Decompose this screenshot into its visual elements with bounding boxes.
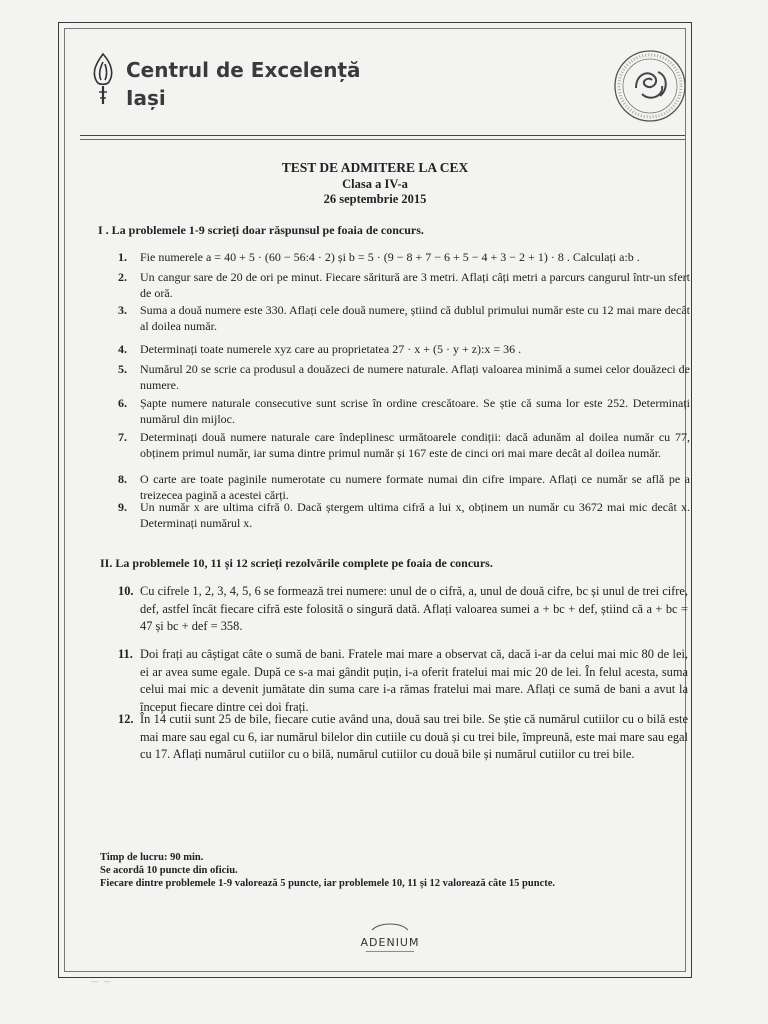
test-date: 26 septembrie 2015 (323, 192, 427, 206)
footer-scoring: Fiecare dintre problemele 1-9 valorează 5 puncte, iar problemele 10, 11 și 12 valorează câte 15 puncte. (100, 878, 556, 889)
adenium-tagline: ━━━━━━━━━━━━━━━━ (365, 950, 415, 955)
problem-text: Doi frați au câștigat câte o sumă de bani. Fratele mai mare a observat că, dacă i-ar da celui mai mic 80 de lei, ei ar avea sume egale. După ce s-a mai gândit puțin, i-a oferit fratelui mai mic 20 de lei. În felul acesta, suma celui mai mic a devenit jumătate din suma care i-a rămas fratelui mai mare. Aflați ce sumă de bani a avut la început fiecare dintre cei doi frați. (140, 647, 688, 714)
problem-number: 5. (118, 362, 127, 376)
problem-number: 1. (118, 250, 127, 264)
problem-number: 6. (118, 396, 127, 410)
problem-text: O carte are toate paginile numerotate cu numere formate numai din cifre impare. Aflați ce număr se află pe a treizecea pagină a acestei cărți. (140, 472, 690, 502)
section-2-heading: II. La problemele 10, 11 și 12 scrieți rezolvările complete pe foaia de concurs. (100, 556, 493, 570)
adenium-leaf-icon (370, 921, 410, 931)
problem-number: 10. (118, 584, 134, 598)
problem-text: În 14 cutii sunt 25 de bile, fiecare cutie având una, două sau trei bile. Se știe că numărul cutiilor cu o bilă este mai mare sau egal cu 6, iar numărul bilelor din cutiile cu două și cu trei bile, împreună, este mai mare sau egal cu 17. Aflați numărul cutiilor cu o bilă, numărul cutiilor cu două bile și numărul cutiilor cu trei bile. (140, 712, 688, 761)
problem-number: 4. (118, 342, 127, 356)
problem-number: 11. (118, 647, 133, 661)
problem-number: 3. (118, 303, 127, 317)
problem-text: Determinați două numere naturale care îndeplinesc următoarele condiții: dacă adunăm al doilea număr cu 77, obținem primul număr, iar suma dintre primul număr și 167 este de cinci ori mai mare decât al doilea număr. (140, 430, 690, 460)
problem-number: 9. (118, 500, 127, 514)
problem-text: Șapte numere naturale consecutive sunt scrise în ordine crescătoare. Se știe că suma lor este 252. Determinați numărul din mijloc. (140, 396, 690, 426)
problem-text: Fie numerele a = 40 + 5 · (60 − 56:4 · 2) și b = 5 · (9 − 8 + 7 − 6 + 5 − 4 + 3 − 2 + 1) · 8 . Calculați a:b . (140, 250, 640, 264)
problem-number: 7. (118, 430, 127, 444)
header-rule (80, 135, 685, 136)
header-rule-thin (80, 139, 685, 140)
problem-number: 8. (118, 472, 127, 486)
problem-text: Determinați toate numerele xyz care au proprietatea 27 · x + (5 · y + z):x = 36 . (140, 342, 522, 356)
problem-number: 12. (118, 712, 134, 726)
adenium-logo (340, 918, 440, 955)
school-seal-icon (612, 48, 688, 124)
adenium-name: ADENIUM (360, 936, 420, 949)
problem-text: Cu cifrele 1, 2, 3, 4, 5, 6 se formează trei numere: unul de o cifră, a, unul de două cifre, bc și unul de trei cifre, def, astfel încât fiecare cifră este folosită o singură dată. Aflați valoarea sumei a + bc + def, știind că a + bc = 47 și bc + def = 358. (140, 584, 688, 633)
problem-text: Un număr x are ultima cifră 0. Dacă ștergem ultima cifră a lui x, obținem un număr cu 3672 mai mic decât x. Determinați numărul x. (140, 500, 690, 530)
problem-text: Numărul 20 se scrie ca produsul a douăzeci de numere naturale. Aflați valoarea minimă a sumei celor douăzeci de numere. (140, 362, 690, 392)
institution-name: Centrul de Excelență (126, 58, 361, 82)
problem-text: Suma a două numere este 330. Aflați cele două numere, știind că dublul primului număr este cu 12 mai mare decât al doilea număr. (140, 303, 690, 333)
bleed-through-marks: ~ ~ (90, 975, 112, 988)
section-1-heading: I . La problemele 1-9 scrieți doar răspunsul pe foaia de concurs. (98, 223, 424, 237)
problem-number: 2. (118, 270, 127, 284)
test-title: TEST DE ADMITERE LA CEX (281, 160, 469, 175)
institution-city: Iași (126, 86, 166, 110)
torch-logo-icon (88, 52, 118, 108)
footer-time: Timp de lucru: 90 min. (100, 852, 204, 863)
test-grade: Clasa a IV-a (342, 177, 408, 191)
problem-text: Un cangur sare de 20 de ori pe minut. Fiecare săritură are 3 metri. Aflați câți metri a parcurs cangurul într-un sfert de oră. (140, 270, 690, 300)
footer-bonus: Se acordă 10 puncte din oficiu. (100, 865, 238, 876)
